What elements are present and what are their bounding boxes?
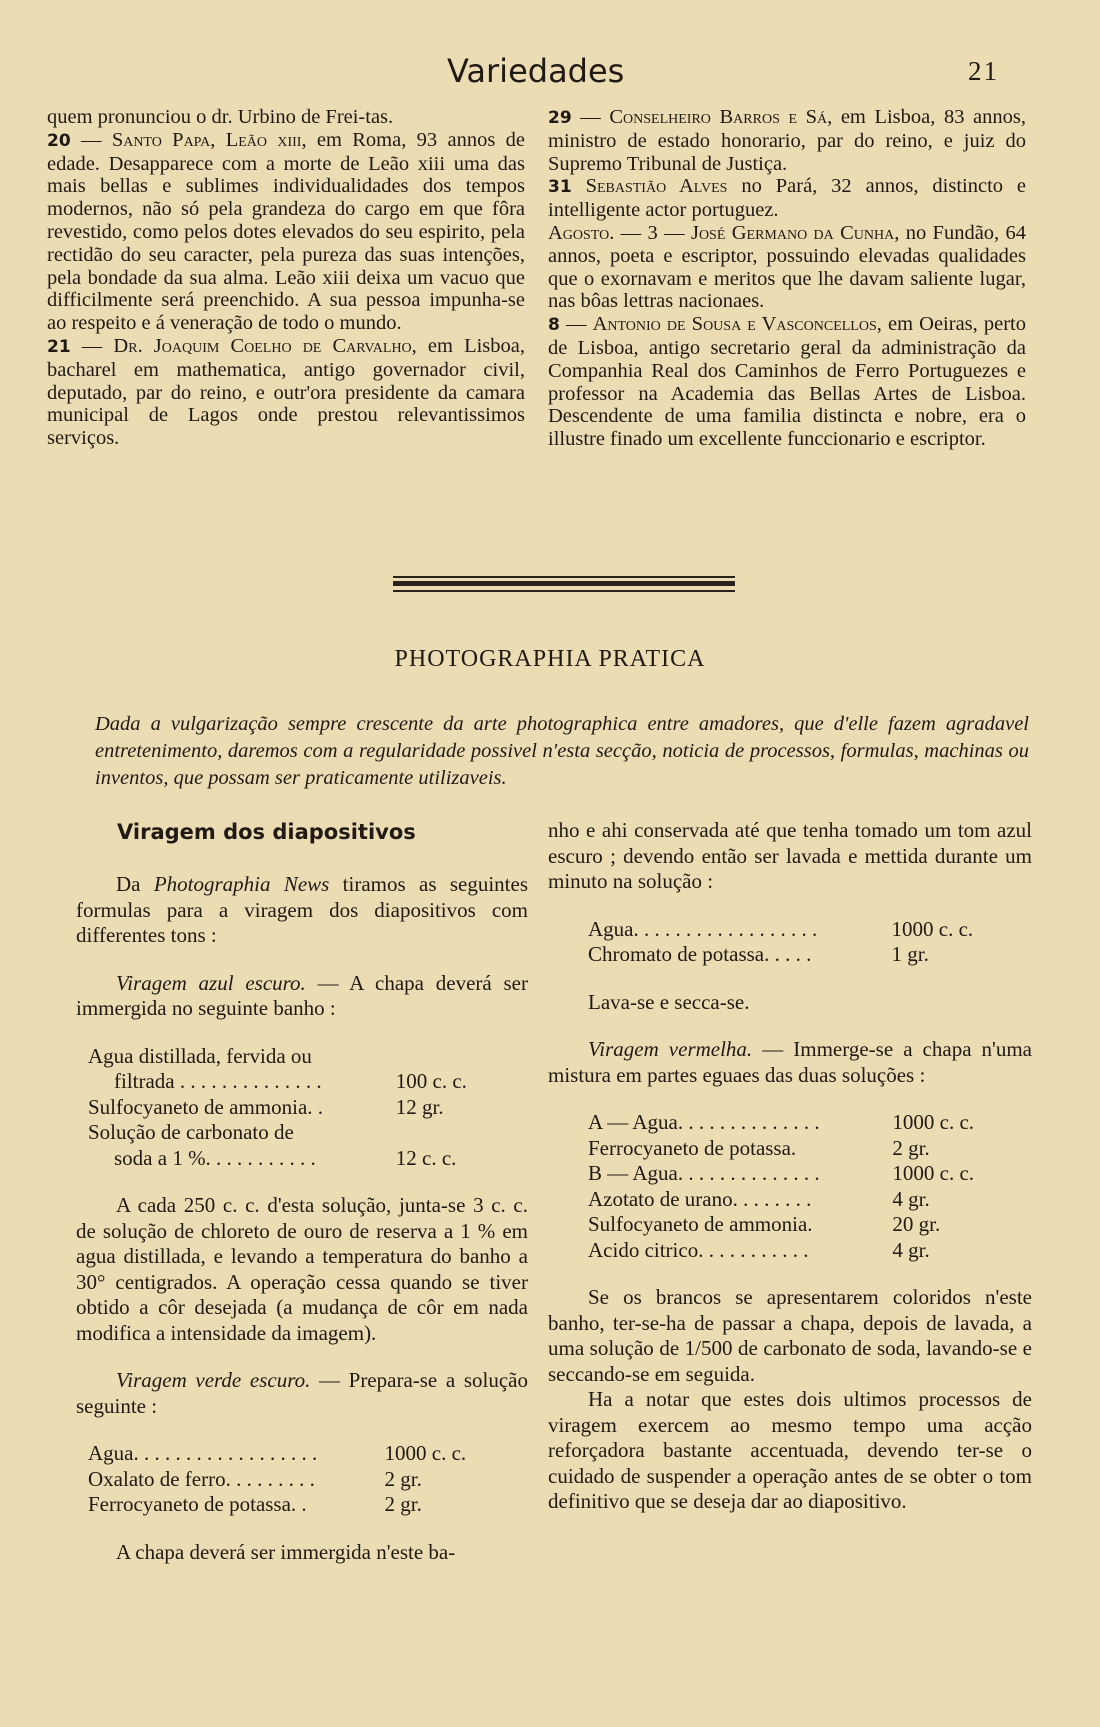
obituary-column-right (548, 106, 1026, 451)
paragraph: A cada 250 c. c. d'esta solução, junta-se 3 c. c. de solução de chloreto de ouro de reserva a 1 % em agua distillada, e levando a temperatura do banho a 30° centigrados. A operação cessa quando se tiver obtido a côr desejada (a mudança de côr em nada modifica a intensidade da imagem). (76, 1193, 528, 1345)
page-number: 21 (968, 56, 999, 86)
paragraph: A chapa deverá ser immergida n'este ba- (116, 1539, 456, 1564)
divider-rule-bottom (393, 590, 735, 592)
paragraph: Viragem azul escuro. — A chapa deverá ser immergida no seguinte banho : (76, 970, 528, 1020)
obituary-entry: Agosto. — 3 — José Germano da Cunha, no Fundão, 64 annos, poeta e escriptor, possuindo elevadas qualidades que o exornavam e meritos que lhe davam saliente lugar, nas bôas lettras nacionaes. (548, 221, 1027, 313)
obituary-column-left (47, 106, 525, 450)
obituary-entry: 8 — Antonio de Sousa e Vasconcellos, em Oeiras, perto de Lisboa, antigo secretario geral da administração da Companhia Real dos Caminhos de Ferro Portuguezes e professor na Academia das Bellas Artes de Lisboa. Descendente de uma familia distincta e nobre, era o illustre finado um excellente funccionario e escriptor. (548, 313, 1027, 451)
paragraph: Da Photographia News tiramos as seguintes formulas para a viragem dos diapositivos com differentes tons : (76, 872, 528, 947)
article-heading: Viragem dos diapositivos (117, 820, 416, 844)
article-column-right (548, 818, 1032, 1515)
obituary-entry: 29 — Conselheiro Barros e Sá, em Lisboa, 83 annos, ministro de estado honorario, par do reino, e juiz do Supremo Tribunal de Justiça. (548, 106, 1027, 175)
obituary-entry: 21 — Dr. Joaquim Coelho de Carvalho, em Lisboa, bacharel em mathematica, antigo governador civil, deputado, par do reino, e outr'ora presidente da camara municipal de Lagos onde prestou relevantissimos serviços. (47, 334, 526, 450)
article-column-left (76, 872, 528, 1565)
formula-cromato: Agua. . . . . . . . . . . . . . . . . . 1000 c. c. Chromato de potassa. . . . . 1 gr. (588, 916, 974, 966)
paragraph: Se os brancos se apresentarem coloridos n'este banho, ter-se-ha de passar a chapa, depois de lavada, a uma solução de 1/500 de carbonato de soda, lavando-se e seccando-se em seguida. (548, 1285, 1032, 1386)
paragraph: Ha a notar que estes dois ultimos processos de viragem exercem ao mesmo tempo uma acção reforçadora bastante accentuada, devendo ter-se o cuidado de suspender a operação antes de se obter o tom definitivo que se deseja dar ao diapositivo. (548, 1387, 1032, 1513)
section-title: PHOTOGRAPHIA PRATICA (394, 646, 706, 672)
formula-verde: Agua. . . . . . . . . . . . . . . . . . 1000 c. c. Oxalato de ferro. . . . . . . . . 2 gr. Ferrocyaneto de potassa. . 2 gr. (88, 1441, 467, 1516)
obituary-entry: quem pronunciou o dr. Urbino de Frei-tas. (47, 106, 394, 128)
formula-azul: Agua distillada, fervida ou filtrada . . . . . . . . . . . . . . 100 c. c. Sulfocyaneto de ammonia. . 12 gr. Solução de carbonato de soda a 1 %. . . . . . . . . . . 12 c. c. (88, 1043, 467, 1170)
paragraph: Lava-se e secca-se. (588, 989, 750, 1014)
section-intro: Dada a vulgarização sempre crescente da arte photographica entre amadores, que d'elle fazem agradavel entretenimento, daremos com a regularidade possivel n'esta secção, noticia de processos, formulas, machinas ou inventos, que possam ser praticamente utilizaveis. (95, 713, 1029, 789)
page-header (0, 52, 1100, 92)
divider-rule-thick (393, 581, 735, 586)
paragraph: Viragem vermelha. — Immerge-se a chapa n'uma mistura em partes eguaes das duas soluções : (548, 1037, 1032, 1087)
obituary-entry: 20 — Santo Papa, Leão xiii, em Roma, 93 annos de edade. Desapparece com a morte de Leão xiii uma das mais bellas e sublimes individualidades dos tempos modernos, não só pela grandeza do cargo em que fôra revestido, como pelos dotes elevados do seu espirito, pela rectidão do seu caracter, pela pureza das suas intenções, pela bondade da sua alma. Leão xiii deixa um vacuo que difficilmente será preenchido. A sua pessoa impunha-se ao respeito e á veneração de todo o mundo. (47, 128, 525, 335)
running-title: Variedades (447, 52, 625, 90)
paragraph: Viragem verde escuro. — Prepara-se a solução seguinte : (76, 1368, 528, 1418)
obituary-entry: 31 Sebastião Alves no Pará, 32 annos, distincto e intelligente actor portuguez. (548, 175, 1026, 222)
divider-rule-top (393, 576, 735, 578)
formula-vermelha: A — Agua. . . . . . . . . . . . . . 1000 c. c. Ferrocyaneto de potassa. 2 gr. B — Agua. . . . . . . . . . . . . . 1000 c. c. Azotato de urano. . . . . . . . 4 gr. Sulfocyaneto de ammonia. 20 gr. Acido citrico. . . . . . . . . . . 4 gr. (588, 1110, 975, 1262)
paragraph: nho e ahi conservada até que tenha tomado um tom azul escuro ; devendo então ser lavada e mettida durante um minuto na solução : (548, 818, 1032, 893)
